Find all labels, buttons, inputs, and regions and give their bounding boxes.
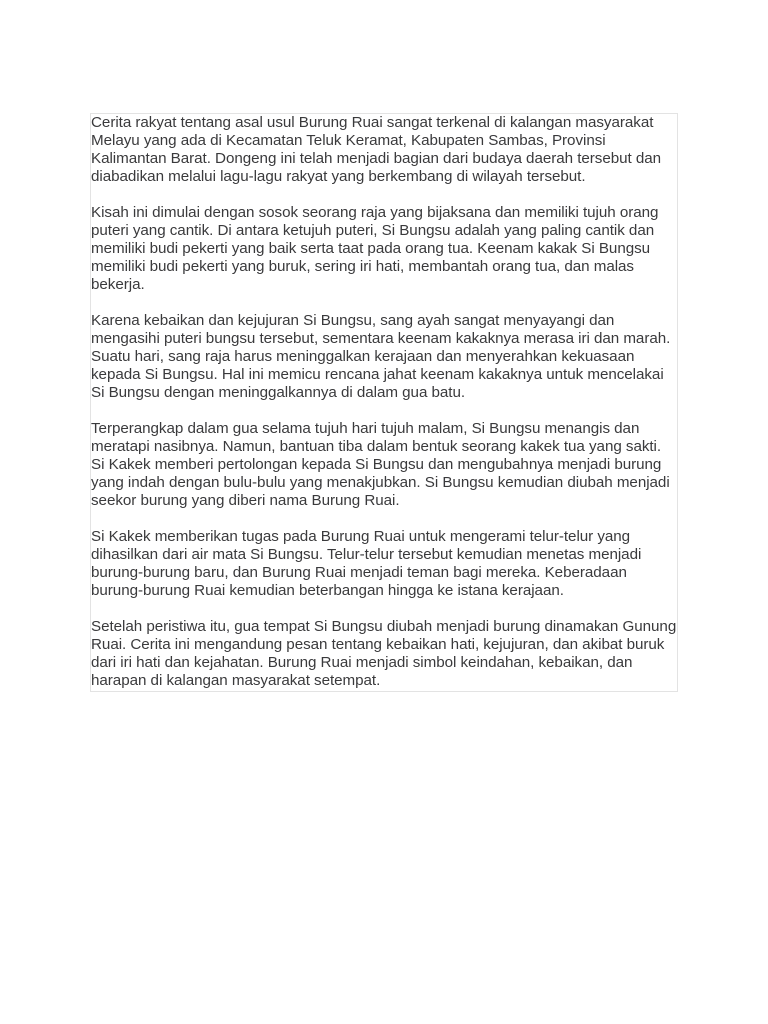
paragraph-cave-transformation: Terperangkap dalam gua selama tujuh hari tujuh malam, Si Bungsu menangis dan meratapi nasibnya. Namun, bantuan tiba dalam bentuk seorang kakek tua yang sakti. Si Kakek memberi pertolongan kepada Si Bungsu dan mengubahnya menjadi burung yang indah dengan bulu-bulu yang menakjubkan. Si Bungsu kemudian diubah menjadi seekor burung yang diberi nama Burung Ruai.	[91, 420, 670, 509]
paragraph-moral: Setelah peristiwa itu, gua tempat Si Bungsu diubah menjadi burung dinamakan Gunung Ruai. Cerita ini mengandung pesan tentang kebaikan hati, kejujuran, dan akibat buruk dari iri hati dan kejahatan. Burung Ruai menjadi simbol keindahan, kebaikan, dan harapan di kalangan masyarakat setempat.	[91, 618, 677, 689]
paragraph-king-daughters: Kisah ini dimulai dengan sosok seorang raja yang bijaksana dan memiliki tujuh orang puteri yang cantik. Di antara ketujuh puteri, Si Bungsu adalah yang paling cantik dan memiliki budi pekerti yang baik serta taat pada orang tua. Keenam kakak Si Bungsu memiliki budi pekerti yang buruk, sering iri hati, membantah orang tua, dan malas bekerja.	[91, 204, 659, 293]
paragraph-eggs-hatching: Si Kakek memberikan tugas pada Burung Ruai untuk mengerami telur-telur yang dihasilkan dari air mata Si Bungsu. Telur-telur tersebut kemudian menetas menjadi burung-burung baru, dan Burung Ruai menjadi teman bagi mereka. Keberadaan burung-burung Ruai kemudian beterbangan hingga ke istana kerajaan.	[91, 528, 642, 599]
document-text-box	[90, 113, 678, 692]
paragraph-intro: Cerita rakyat tentang asal usul Burung Ruai sangat terkenal di kalangan masyarakat Melayu yang ada di Kecamatan Teluk Keramat, Kabupaten Sambas, Provinsi Kalimantan Barat. Dongeng ini telah menjadi bagian dari budaya daerah tersebut dan diabadikan melalui lagu-lagu rakyat yang berkembang di wilayah tersebut.	[91, 114, 662, 185]
paragraph-jealous-sisters: Karena kebaikan dan kejujuran Si Bungsu, sang ayah sangat menyayangi dan mengasihi puteri bungsu tersebut, sementara keenam kakaknya merasa iri dan marah. Suatu hari, sang raja harus meninggalkan kerajaan dan menyerahkan kekuasaan kepada Si Bungsu. Hal ini memicu rencana jahat keenam kakaknya untuk mencelakai Si Bungsu dengan meninggalkannya di dalam gua batu.	[91, 312, 671, 401]
